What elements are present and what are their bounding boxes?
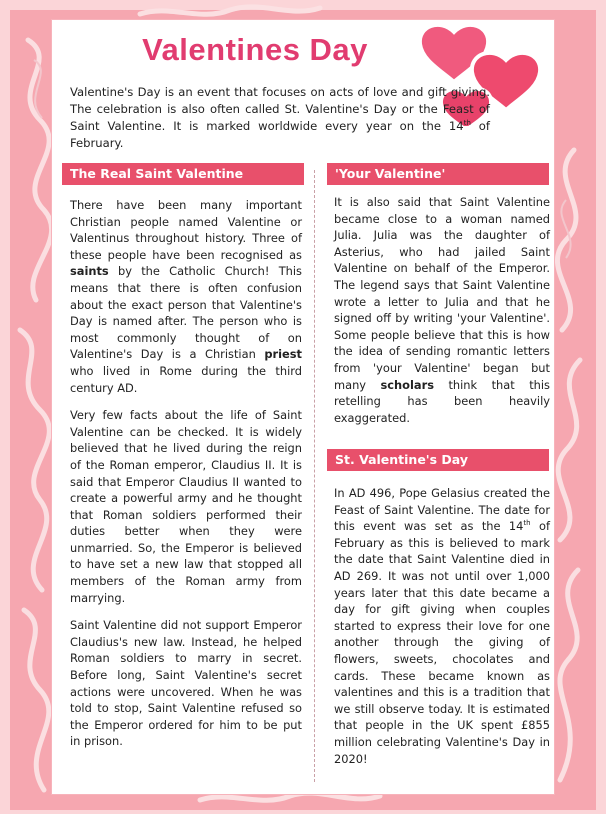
paragraph-your-1: It is also said that Saint Valentine became close to a woman named Julia. Julia was the daughter of Asterius, who had jailed Saint Valentine on behalf of the Emperor. The legend says that Saint Valentine wrote a letter to Julia and that he signed off by writing 'your Valentine'. Some people believe that this is how the idea of sending romantic letters from 'your Valentine' began but many scholars think that this retelling has been heavily exaggerated. [334, 195, 550, 425]
section-heading-your-valentine: 'Your Valentine' [327, 163, 549, 185]
page-title: Valentines Day [142, 32, 368, 67]
paragraph-real-1: There have been many important Christian people named Valentine or Valentinus throughout history. Three of these people have been recognised as saints by the Catholic Church! This means that there is often confusion about the exact person that Valentine's Day is named after. The person who is most commonly thought of on Valentine's Day is a Christian priest who lived in Rome during the third century AD. [70, 198, 302, 395]
paragraph-stday-1: In AD 496, Pope Gelasius created the Feast of Saint Valentine. The date for this event was set as the 14th of February as this is believed to mark the date that Saint Valentine died in AD 269. It was not until over 1,000 years later that this date became a day for gift giving when couples started to express their love for one another through the giving of flowers, sweets, chocolates and cards. These became known as valentines and this is a tradition that we still observe today. It is estimated that people in the UK spent £855 million celebrating Valentine's Day in 2020! [334, 486, 550, 766]
paragraph-real-2: Very few facts about the life of Saint Valentine can be checked. It is widely believed that he lived during the reign of the Roman emperor, Claudius II. It is said that Emperor Claudius II wanted to create a powerful army and he thought that Roman soldiers performed their duties better when they were unmarried. So, the Emperor is believed to have set a new law that stopped all members of the Roman army from marrying. [70, 408, 302, 605]
intro-paragraph: Valentine's Day is an event that focuses on acts of love and gift giving. The celebration is also often called St. Valentine's Day or the Feast of Saint Valentine. It is marked worldwide every year on the 14th of February. [70, 85, 490, 150]
section-heading-real-saint: The Real Saint Valentine [62, 163, 304, 185]
column-right-top [334, 194, 550, 437]
paragraph-real-3: Saint Valentine did not support Emperor Claudius's new law. Instead, he helped Roman soldiers to marry in secret. Before long, Saint Valentine's secret actions were uncovered. When he was told to stop, Saint Valentine refused so the Emperor ordered for him to be put in prison. [70, 618, 302, 749]
column-divider [314, 170, 315, 782]
section-heading-st-valentines-day: St. Valentine's Day [327, 449, 549, 471]
column-right-bottom [334, 485, 550, 778]
column-left [70, 197, 302, 761]
